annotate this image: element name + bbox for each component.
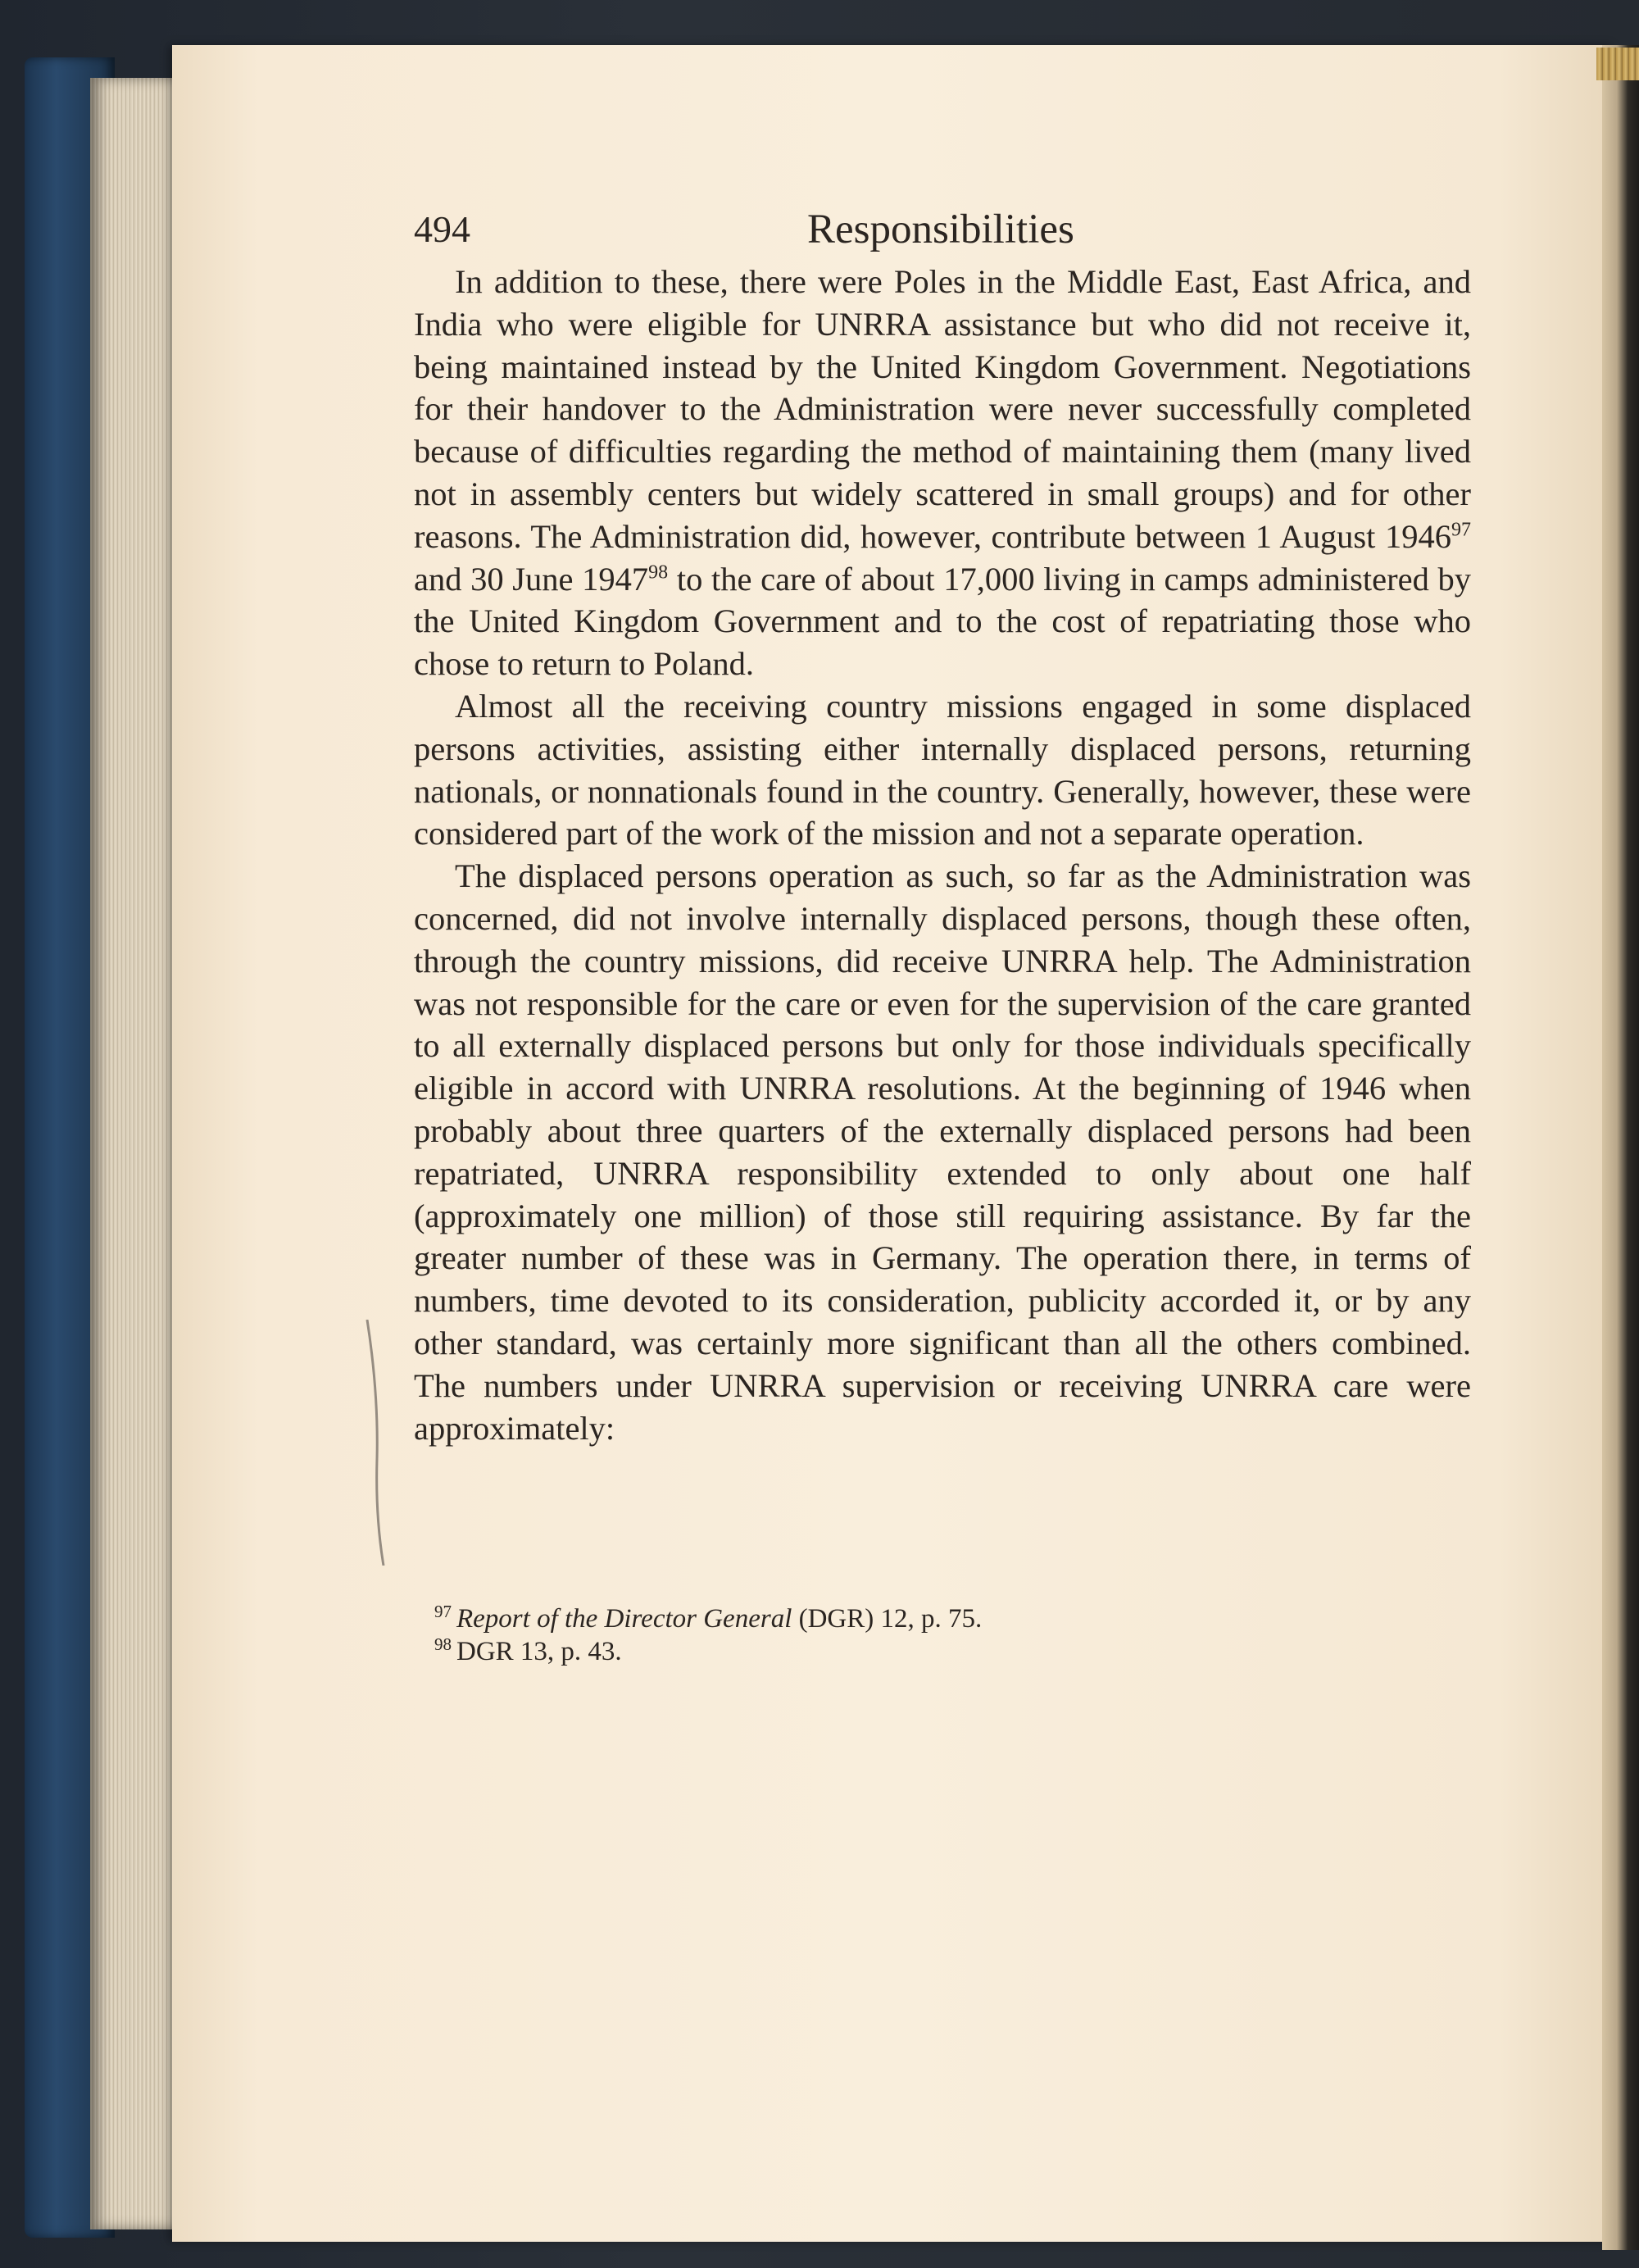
- body-text: [414, 261, 1471, 1449]
- paragraph: [414, 261, 1471, 685]
- paragraph-text: Almost all the receiving country missions engaged in some displaced persons activities, assisting either internally displaced persons, returning nationals, or nonnationals found in the country. Generally, however, these were considered part of the work of the mission and not a separate operation.: [414, 687, 1471, 852]
- paragraph: [414, 855, 1471, 1449]
- pencil-margin-mark: [361, 1320, 393, 1566]
- right-gutter: [1602, 45, 1639, 2250]
- pencil-stroke: [367, 1320, 384, 1566]
- footnote-text: (DGR) 12, p. 75.: [792, 1604, 983, 1634]
- paragraph-text: In addition to these, there were Poles in the Middle East, East Africa, and India who were eligible for UNRRA assistance but who did not receive it, being maintained instead by the United Kingdom Government. Negotiations for their handover to the Administration were never successfully completed because of difficulties regarding the method of maintaining them (many lived not in assembly centers but widely scattered in small groups) and for other reasons. The Administration did, however, contribute between 1 August 1946: [414, 263, 1471, 555]
- paragraph-text: to the care of about 17,000 living in camps administered by the United Kingdom Government and to the cost of repatriating those who chose to return to Poland.: [414, 560, 1471, 683]
- footnote: [434, 1635, 1467, 1668]
- footnote-reference: 98: [648, 561, 669, 584]
- footnote-mark: 98: [434, 1634, 452, 1654]
- headband: [1596, 48, 1639, 80]
- footnote: [434, 1602, 1467, 1635]
- footnote-mark: 97: [434, 1602, 452, 1621]
- footnotes: [434, 1602, 1467, 1668]
- footnote-reference: 97: [1451, 519, 1471, 541]
- running-head: Responsibilities: [807, 207, 1074, 252]
- paragraph-text: The displaced persons operation as such, so far as the Administration was concerned, did not involve internally displaced persons, though these often, through the country missions, did receive UNRRA help. The Administration was not responsible for the care or even for the supervision of the care granted to all externally displaced persons but only for those individuals specifically eligible in accord with UNRRA resolutions. At the beginning of 1946 when probably about three quarters of the externally displaced persons had been repatriated, UNRRA responsibility extended to only about one half (approximately one million) of those still requiring assistance. By far the greater number of these was in Germany. The operation there, in terms of numbers, time devoted to its consideration, publicity accorded it, or by any other standard, was certainly more significant than all the others combined. The numbers under UNRRA supervision or receiving UNRRA care were approximately:: [414, 857, 1471, 1447]
- page-header: [414, 201, 1471, 266]
- paragraph: [414, 685, 1471, 855]
- paragraph-text: and 30 June 1947: [414, 560, 649, 598]
- footnote-text: DGR 13, p. 43.: [456, 1637, 622, 1666]
- page-number: 494: [414, 208, 470, 250]
- footnote-title: Report of the Director General: [456, 1604, 792, 1634]
